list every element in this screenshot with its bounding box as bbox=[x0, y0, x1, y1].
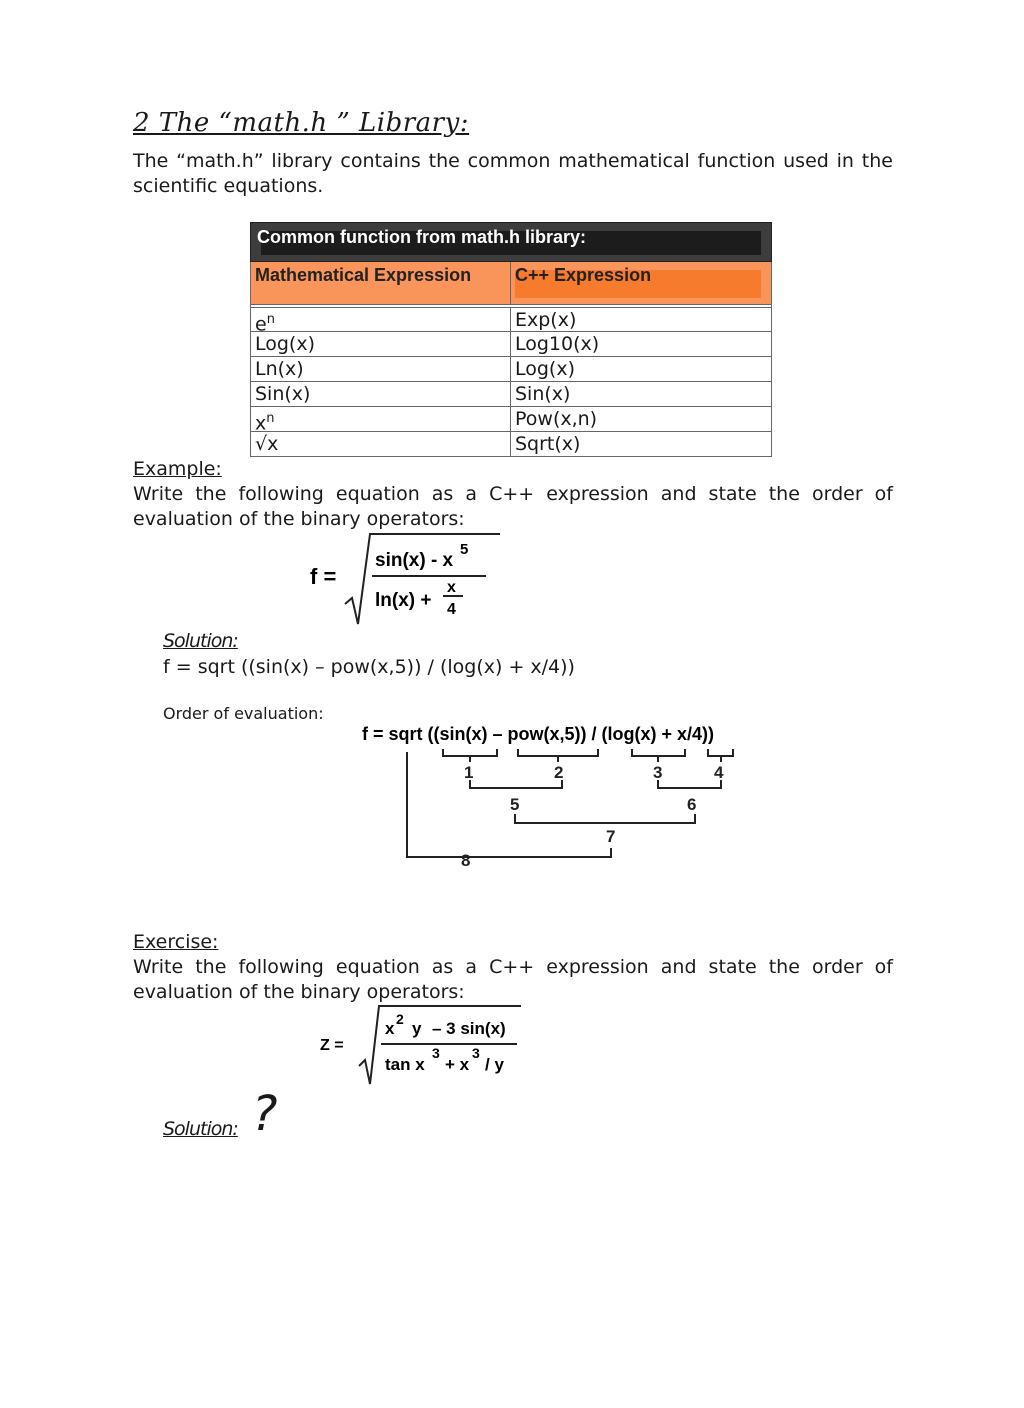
order-label: Order of evaluation: bbox=[163, 704, 324, 723]
table-row bbox=[250, 432, 772, 457]
svg-text:3: 3 bbox=[432, 1045, 440, 1061]
svg-text:– 3 sin(x): – 3 sin(x) bbox=[432, 1019, 506, 1038]
formula-frac-num: x bbox=[447, 579, 456, 596]
exercise-formula bbox=[315, 1000, 530, 1090]
cell-math: √x bbox=[251, 432, 511, 456]
exercise-lhs: Z = bbox=[320, 1037, 344, 1054]
table-row bbox=[250, 357, 772, 382]
cell-cpp: Sin(x) bbox=[515, 383, 571, 405]
example-label: Example: bbox=[133, 458, 222, 480]
example-formula bbox=[300, 526, 510, 630]
svg-text:y: y bbox=[412, 1019, 422, 1038]
order-number: 8 bbox=[461, 851, 471, 870]
header-math-expression: Mathematical Expression bbox=[251, 262, 511, 304]
table-row bbox=[250, 382, 772, 407]
cell-cpp: Log(x) bbox=[515, 358, 576, 380]
formula-num-exp: 5 bbox=[460, 541, 469, 558]
svg-text:2: 2 bbox=[396, 1011, 404, 1027]
exercise-text: Write the following equation as a C++ expression and state the order of evaluation of the binary operators: bbox=[133, 956, 893, 1003]
svg-text:tan x: tan x bbox=[385, 1055, 425, 1074]
table-row bbox=[250, 407, 772, 435]
header-cpp-expression: C++ Expression bbox=[511, 262, 771, 304]
cell-math: Sin(x) bbox=[251, 382, 511, 406]
question-mark: ? bbox=[252, 1086, 278, 1142]
order-number: 2 bbox=[554, 763, 564, 782]
cell-cpp: Pow(x,n) bbox=[515, 408, 598, 430]
order-number: 5 bbox=[510, 795, 520, 814]
formula-lhs: f = bbox=[310, 564, 337, 589]
order-number: 1 bbox=[464, 763, 474, 782]
exercise-solution-label: Solution: bbox=[163, 1118, 238, 1140]
order-number: 4 bbox=[714, 763, 724, 782]
svg-text:/ y: / y bbox=[485, 1055, 504, 1074]
order-diagram bbox=[355, 716, 755, 872]
svg-text:+ x: + x bbox=[445, 1055, 470, 1074]
cell-cpp: Exp(x) bbox=[515, 309, 577, 331]
svg-text:3: 3 bbox=[472, 1045, 480, 1061]
cell-cpp: Sqrt(x) bbox=[515, 433, 581, 455]
example-solution-expr: f = sqrt ((sin(x) – pow(x,5)) / (log(x) + x/4)) bbox=[163, 656, 575, 678]
example-solution-label: Solution: bbox=[163, 630, 238, 652]
order-number: 3 bbox=[653, 763, 663, 782]
formula-num: sin(x) - x bbox=[375, 550, 454, 571]
table-title: Common function from math.h library: bbox=[257, 227, 587, 247]
table-header-row bbox=[250, 262, 772, 305]
exercise-label: Exercise: bbox=[133, 931, 219, 953]
cell-math: Ln(x) bbox=[251, 357, 511, 381]
cell-cpp: Log10(x) bbox=[515, 333, 600, 355]
svg-text:x: x bbox=[385, 1019, 395, 1038]
math-functions-table bbox=[250, 222, 772, 457]
formula-frac-den: 4 bbox=[447, 601, 456, 618]
cell-math: $e^n$ bbox=[251, 308, 511, 331]
table-row bbox=[250, 332, 772, 357]
table-title-bar bbox=[250, 222, 772, 262]
cell-math: Log(x) bbox=[251, 332, 511, 356]
order-number: 7 bbox=[606, 827, 616, 846]
intro-paragraph: The “math.h” library contains the common mathematical function used in the scientific equations. bbox=[133, 150, 893, 197]
table-row bbox=[250, 307, 772, 336]
formula-den: ln(x) + bbox=[375, 590, 432, 611]
section-heading: 2 The “math.h ” Library: bbox=[133, 108, 470, 138]
order-expression: f = sqrt ((sin(x) – pow(x,5)) / (log(x) + x/4)) bbox=[362, 724, 715, 744]
order-number: 6 bbox=[687, 795, 697, 814]
cell-math: $x^n$ bbox=[251, 407, 511, 431]
example-text: Write the following equation as a C++ expression and state the order of evaluation of the binary operators: bbox=[133, 483, 893, 530]
